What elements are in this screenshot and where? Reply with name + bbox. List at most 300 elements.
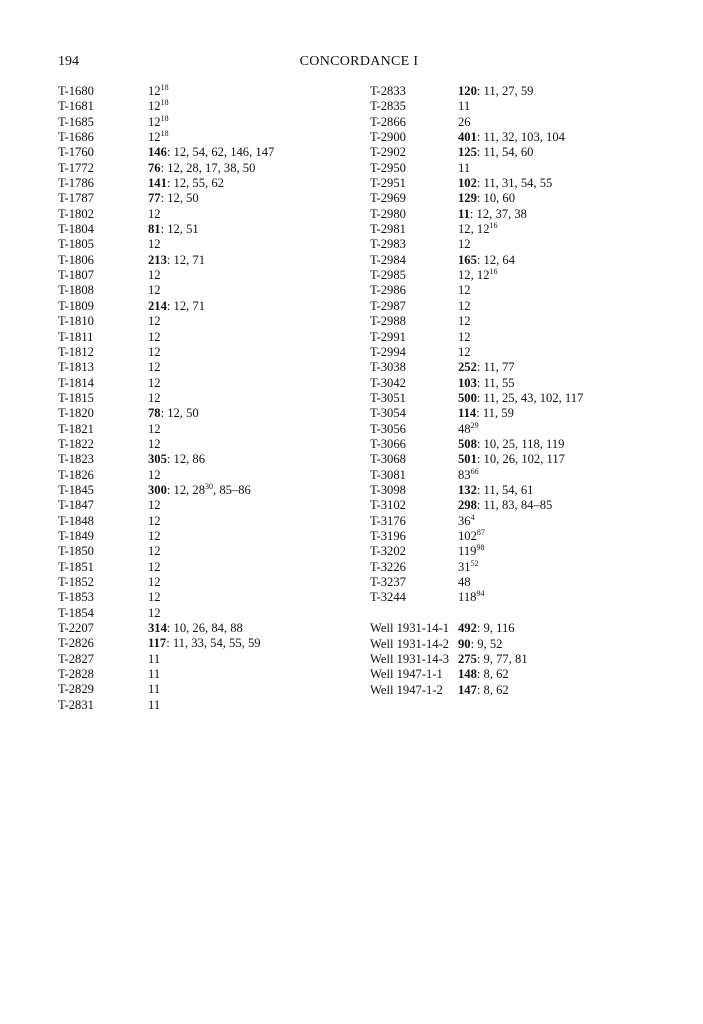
concordance-entry [370, 498, 583, 513]
concordance-entry [370, 683, 583, 698]
entry-references [458, 283, 471, 297]
concordance-entry [370, 376, 583, 391]
page-references: 11 [148, 697, 161, 712]
concordance-entry [58, 606, 274, 621]
entry-references [458, 330, 471, 344]
concordance-entry [370, 130, 583, 145]
entry-references [458, 268, 497, 282]
entry-references [148, 667, 160, 681]
concordance-entry [58, 253, 274, 268]
catalogue-number: 11 [458, 206, 470, 221]
concordance-entry [370, 621, 583, 636]
entry-number: T-1809 [58, 298, 94, 313]
entry-references [148, 452, 205, 466]
concordance-entry [58, 544, 274, 559]
concordance-entry [58, 360, 274, 375]
entry-number: T-1821 [58, 421, 94, 436]
page-references: 12 [148, 130, 161, 145]
page-references: 12 [148, 84, 161, 98]
concordance-entry [58, 207, 274, 222]
entry-number: T-2833 [370, 84, 406, 98]
entry-number: T-1787 [58, 191, 94, 206]
entry-number: T-3051 [370, 390, 406, 405]
page-references: : 12, 64 [476, 252, 516, 267]
entry-references [148, 621, 243, 635]
concordance-entry [370, 575, 583, 590]
page-number: 194 [58, 54, 79, 69]
footnote-marker: 29 [470, 420, 479, 430]
page-references: 83 [458, 467, 471, 482]
entry-number: T-1808 [58, 283, 94, 298]
concordance-entry [370, 222, 583, 237]
entry-references [458, 637, 502, 651]
concordance-entry [58, 191, 274, 206]
page-references: : 11, 55 [476, 375, 515, 390]
entry-number: T-2829 [58, 682, 94, 697]
entry-references [148, 237, 161, 251]
page-references: 48 [458, 421, 471, 436]
concordance-entry [58, 636, 274, 651]
concordance-entry [58, 514, 274, 529]
entry-number: T-2987 [370, 298, 406, 313]
concordance-entry [370, 514, 583, 529]
entry-references [458, 667, 509, 681]
concordance-entry [370, 483, 583, 498]
concordance-entry [370, 330, 583, 345]
catalogue-number: 114 [458, 406, 477, 421]
entry-number: T-1822 [58, 436, 94, 451]
page-references: 12 [458, 237, 471, 252]
entry-references [148, 468, 161, 482]
page-references: : 12, 51 [160, 222, 199, 237]
entry-references [458, 621, 515, 635]
entry-references [458, 498, 552, 512]
catalogue-number: 76 [148, 160, 161, 175]
footnote-marker: 18 [160, 113, 169, 123]
footnote-marker: 18 [160, 98, 169, 108]
entry-references [148, 636, 261, 650]
concordance-entry [370, 637, 583, 652]
catalogue-number: 120 [458, 84, 477, 98]
page-references: : 10, 60 [476, 191, 516, 206]
page-references: 11 [148, 667, 161, 682]
page-references: 12 [148, 99, 161, 114]
entry-references [148, 391, 161, 405]
section-gap [370, 606, 583, 622]
concordance-entry [370, 99, 583, 114]
page-references: 12 [148, 528, 161, 543]
entry-number: T-2902 [370, 145, 406, 160]
concordance-entry [58, 130, 274, 145]
concordance-entry [370, 560, 583, 575]
catalogue-number: 147 [458, 682, 477, 697]
page-references: : 11, 54, 61 [476, 482, 534, 497]
catalogue-number: 77 [148, 191, 161, 206]
page-references: 12 [458, 329, 471, 344]
catalogue-number: 103 [458, 375, 477, 390]
concordance-entry [58, 314, 274, 329]
concordance-entry [370, 590, 583, 605]
page-references: 12 [148, 575, 161, 589]
concordance-entry [58, 483, 274, 498]
page-references: 118 [458, 590, 477, 605]
page-references: 12 [148, 513, 161, 528]
entry-references [148, 483, 251, 497]
entry-references [148, 253, 205, 267]
entry-number: T-3098 [370, 482, 406, 497]
entry-number: T-2835 [370, 99, 406, 114]
page-references: 12 [458, 283, 471, 298]
entry-number: T-3196 [370, 528, 406, 543]
page-references: 12 [148, 114, 161, 129]
catalogue-number: 214 [148, 298, 167, 313]
footnote-marker: 52 [470, 558, 479, 568]
concordance-entry [370, 452, 583, 467]
running-head: CONCORDANCE I [299, 54, 419, 69]
concordance-entry [58, 682, 274, 697]
entry-references [458, 207, 527, 221]
entry-number: T-2831 [58, 697, 94, 712]
page-references: 12 [148, 314, 161, 329]
entry-references [148, 544, 161, 558]
entry-references [148, 314, 161, 328]
concordance-entry [58, 237, 274, 252]
concordance-entry [58, 422, 274, 437]
concordance-entry [58, 299, 274, 314]
concordance-entry [58, 698, 274, 713]
entry-number: T-3038 [370, 360, 406, 375]
entry-number: Well 1947-1-2 [370, 682, 443, 697]
entry-number: T-3066 [370, 436, 406, 451]
concordance-entry [58, 652, 274, 667]
concordance-entry [370, 314, 583, 329]
entry-references [458, 452, 565, 466]
catalogue-number: 141 [148, 176, 167, 191]
concordance-entry [58, 115, 274, 130]
concordance-entry [370, 667, 583, 682]
page-references: 12, 12 [458, 268, 490, 283]
page-references: 12 [148, 559, 161, 574]
entry-number: T-2951 [370, 176, 406, 191]
entry-references [148, 130, 169, 144]
page-references: 12 [148, 206, 161, 221]
page-references: 12 [148, 268, 161, 283]
concordance-entry [370, 191, 583, 206]
entry-references [458, 560, 479, 574]
entry-references [458, 222, 497, 236]
page-references: : 10, 25, 118, 119 [476, 436, 565, 451]
entry-references [458, 422, 479, 436]
entry-number: T-1786 [58, 176, 94, 191]
page-references: : 11, 59 [476, 406, 514, 421]
catalogue-number: 117 [148, 636, 167, 651]
concordance-entry [370, 237, 583, 252]
page-references: 102 [458, 528, 477, 543]
page-references: : 12, 55, 62 [166, 176, 224, 191]
entry-references [148, 406, 199, 420]
page-references: : 9, 116 [476, 621, 515, 636]
concordance-entry [58, 283, 274, 298]
page-references-tail: , 85–86 [213, 482, 251, 497]
catalogue-number: 300 [148, 482, 167, 497]
entry-references [458, 345, 471, 359]
page-references: 26 [458, 114, 471, 129]
concordance-entry [58, 176, 274, 191]
page-references: : 12, 37, 38 [469, 206, 527, 221]
page-references: 119 [458, 544, 477, 559]
footnote-marker: 66 [470, 466, 479, 476]
concordance-entry [370, 268, 583, 283]
page-references: : 12, 86 [166, 452, 206, 467]
page-references: : 10, 26, 84, 88 [166, 621, 243, 636]
footnote-marker: 4 [470, 512, 475, 522]
concordance-entry [370, 406, 583, 421]
catalogue-number: 275 [458, 651, 477, 666]
entry-references [458, 130, 565, 144]
page-references: 12 [458, 314, 471, 329]
page-references: 12 [148, 375, 161, 390]
footnote-marker: 18 [160, 129, 169, 139]
entry-number: T-2994 [370, 344, 406, 359]
entry-references [148, 207, 161, 221]
entry-number: T-1853 [58, 590, 94, 605]
entry-references [148, 345, 161, 359]
entry-references [148, 283, 161, 297]
page-references: 12 [148, 360, 161, 375]
entry-number: Well 1947-1-1 [370, 667, 443, 682]
catalogue-number: 305 [148, 452, 167, 467]
entry-references [458, 314, 471, 328]
entry-references [148, 514, 161, 528]
concordance-entry [370, 84, 583, 99]
page-references: : 12, 71 [166, 298, 206, 313]
entry-number: T-2991 [370, 329, 406, 344]
entry-references [458, 360, 515, 374]
entry-number: T-2828 [58, 667, 94, 682]
entry-number: T-1851 [58, 559, 94, 574]
catalogue-number: 132 [458, 482, 477, 497]
footnote-marker: 18 [160, 83, 169, 92]
entry-number: T-3056 [370, 421, 406, 436]
page-references: 12 [148, 421, 161, 436]
entry-number: T-2827 [58, 651, 94, 666]
catalogue-number: 146 [148, 145, 167, 160]
entry-number: T-2981 [370, 222, 406, 237]
entry-references [148, 360, 161, 374]
page-references: : 12, 71 [166, 252, 206, 267]
footnote-marker: 16 [489, 221, 498, 231]
page-references: 12 [458, 298, 471, 313]
concordance-entry [58, 452, 274, 467]
entry-number: T-2986 [370, 283, 406, 298]
concordance-entry [370, 360, 583, 375]
entry-references [148, 560, 161, 574]
page-references: 12 [148, 390, 161, 405]
catalogue-number: 102 [458, 176, 477, 191]
entry-number: T-1806 [58, 252, 94, 267]
entry-number: T-3176 [370, 513, 406, 528]
catalogue-number: 501 [458, 452, 477, 467]
entry-references [458, 391, 583, 405]
page-references: 36 [458, 513, 471, 528]
entry-references [458, 406, 514, 420]
entry-number: T-1854 [58, 605, 94, 620]
entry-number: T-1760 [58, 145, 94, 160]
entry-number: T-1811 [58, 329, 94, 344]
entry-number: T-1826 [58, 467, 94, 482]
page-references: 12 [148, 467, 161, 482]
entry-references [148, 268, 161, 282]
entry-number: T-1850 [58, 544, 94, 559]
entry-number: T-1820 [58, 406, 94, 421]
entry-references [148, 682, 160, 696]
entry-number: T-3202 [370, 544, 406, 559]
concordance-entry [58, 498, 274, 513]
entry-number: T-1807 [58, 268, 94, 283]
entry-number: T-2984 [370, 252, 406, 267]
page-references: : 8, 62 [476, 667, 509, 682]
entry-number: T-2980 [370, 206, 406, 221]
entry-number: T-3081 [370, 467, 406, 482]
entry-references [458, 299, 471, 313]
entry-references [148, 176, 224, 190]
page-references: 31 [458, 559, 471, 574]
entry-number: T-2207 [58, 621, 94, 636]
entry-references [458, 437, 564, 451]
catalogue-number: 314 [148, 621, 167, 636]
entry-number: T-2950 [370, 160, 406, 175]
entry-number: T-3054 [370, 406, 406, 421]
entry-references [458, 161, 470, 175]
page-references: 11 [458, 99, 471, 114]
entry-number: Well 1931-14-2 [370, 636, 450, 651]
concordance-entry [370, 652, 583, 667]
entry-references [148, 422, 161, 436]
entry-number: T-1680 [58, 84, 94, 98]
entry-references [148, 376, 161, 390]
entry-references [458, 575, 471, 589]
entry-references [458, 376, 515, 390]
entry-number: T-2900 [370, 130, 406, 145]
entry-references [458, 99, 470, 113]
catalogue-number: 500 [458, 390, 477, 405]
entry-references [148, 84, 169, 98]
page-references: : 11, 25, 43, 102, 117 [476, 390, 584, 405]
entry-references [458, 468, 479, 482]
page-references: : 10, 26, 102, 117 [476, 452, 565, 467]
concordance-entry [58, 529, 274, 544]
page-references: : 11, 27, 59 [476, 84, 534, 98]
entry-number: T-1813 [58, 360, 94, 375]
entry-references [458, 191, 515, 205]
page-references: 12 [148, 605, 161, 620]
catalogue-number: 213 [148, 252, 167, 267]
concordance-entry [370, 115, 583, 130]
entry-references [148, 652, 160, 666]
concordance-entry [370, 391, 583, 406]
concordance-entry [58, 222, 274, 237]
page-references: 11 [148, 682, 161, 697]
entry-number: T-2988 [370, 314, 406, 329]
footnote-marker: 16 [489, 267, 498, 277]
entry-number: T-3237 [370, 575, 406, 589]
entry-number: T-1812 [58, 344, 94, 359]
entry-number: T-1814 [58, 375, 94, 390]
concordance-entry [370, 299, 583, 314]
concordance-entry [370, 345, 583, 360]
entry-references [458, 529, 485, 543]
entry-number: Well 1931-14-1 [370, 621, 450, 636]
footnote-marker: 94 [476, 589, 485, 599]
catalogue-number: 78 [148, 406, 161, 421]
catalogue-number: 401 [458, 130, 477, 145]
catalogue-number: 492 [458, 621, 477, 636]
page-references: 12 [148, 283, 161, 298]
entry-references [148, 222, 199, 236]
footnote-marker: 30 [205, 481, 214, 491]
entry-references [148, 575, 161, 589]
page-references: : 8, 62 [476, 682, 509, 697]
entry-number: T-1852 [58, 575, 94, 589]
concordance-entry [58, 330, 274, 345]
page-references: : 12, 28, 17, 38, 50 [160, 160, 256, 175]
entry-number: T-1681 [58, 99, 94, 114]
concordance-entry [370, 529, 583, 544]
entry-number: T-2983 [370, 237, 406, 252]
concordance-entry [58, 145, 274, 160]
catalogue-number: 148 [458, 667, 477, 682]
entry-number: T-1805 [58, 237, 94, 252]
entry-references [148, 498, 161, 512]
page-references: : 12, 54, 62, 146, 147 [166, 145, 275, 160]
page-references: : 11, 33, 54, 55, 59 [166, 636, 261, 651]
page-references: 12 [148, 436, 161, 451]
footnote-marker: 87 [476, 527, 485, 537]
page-references: : 11, 32, 103, 104 [476, 130, 565, 145]
entry-number: T-1772 [58, 160, 94, 175]
entry-references [148, 606, 161, 620]
catalogue-number: 129 [458, 191, 477, 206]
entry-references [458, 176, 552, 190]
entry-references [458, 590, 484, 604]
concordance-entry [58, 345, 274, 360]
page-references: 48 [458, 575, 471, 589]
entry-number: T-2866 [370, 114, 406, 129]
entry-references [458, 483, 533, 497]
page-references: 12 [148, 590, 161, 605]
concordance-right-column [370, 84, 583, 698]
page-references: : 9, 77, 81 [476, 651, 528, 666]
page-references: : 11, 31, 54, 55 [476, 176, 553, 191]
concordance-entry [58, 468, 274, 483]
page-references: 12 [148, 237, 161, 252]
entry-references [458, 84, 533, 98]
entry-number: T-2826 [58, 636, 94, 651]
concordance-entry [58, 161, 274, 176]
entry-number: T-3102 [370, 498, 406, 513]
entry-number: T-3244 [370, 590, 406, 605]
concordance-entry [58, 590, 274, 605]
concordance-entry [58, 406, 274, 421]
concordance-entry [370, 544, 583, 559]
page-references: : 9, 52 [470, 636, 503, 651]
page-references: : 11, 54, 60 [476, 145, 534, 160]
entry-number: T-3068 [370, 452, 406, 467]
page-references: 12 [148, 329, 161, 344]
page-references: 11 [148, 651, 161, 666]
entry-references [148, 330, 161, 344]
concordance-entry [58, 437, 274, 452]
